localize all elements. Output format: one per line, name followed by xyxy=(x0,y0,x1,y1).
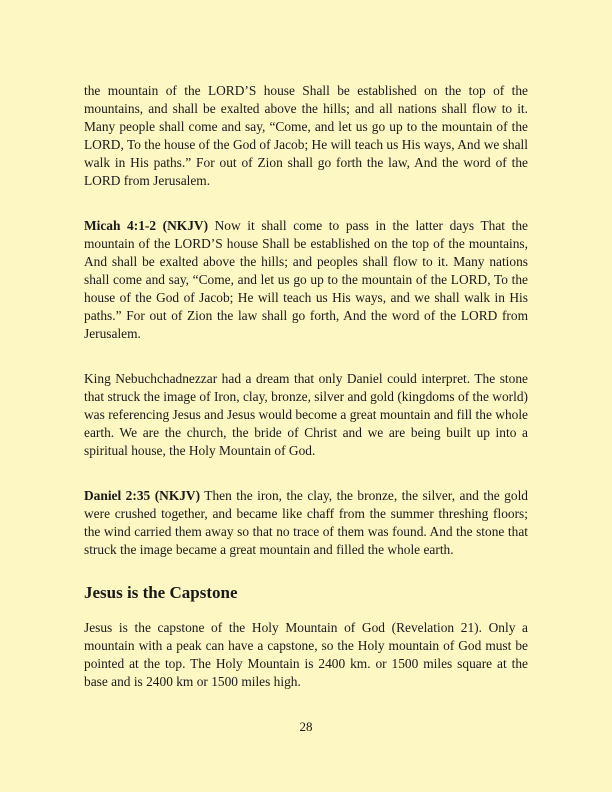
paragraph-capstone xyxy=(84,619,528,691)
section-heading: Jesus is the Capstone xyxy=(84,583,238,602)
page-number: 28 xyxy=(299,719,313,734)
paragraph-daniel-quote xyxy=(84,487,528,559)
paragraph-text: the mountain of the LORD’S house Shall be established on the top of the mountains, and shall be exalted above the hills; and all nations shall flow to it. Many people shall come and say, “Come, and let us go up to the mountain of the LORD, To the house of the God of Jacob; He will teach us His ways, And we shall walk in His paths.” For out of Zion shall go forth the law, And the word of the LORD from Jerusalem. xyxy=(84,83,528,188)
paragraph-text: Then the iron, the clay, the bronze, the silver, and the gold were crushed together, and became like chaff from the summer threshing floors; the wind carried them away so that no trace of them was found. And the stone that struck the image became a great mountain and filled the whole earth. xyxy=(84,488,528,557)
paragraph-text: King Nebuchchadnezzar had a dream that only Daniel could interpret. The stone that struck the image of Iron, clay, bronze, silver and gold (kingdoms of the world) was referencing Jesus and Jesus would become a great mountain and fill the whole earth. We are the church, the bride of Christ and we are being built up into a spiritual house, the Holy Mountain of God. xyxy=(84,371,528,458)
paragraph-text: Jesus is the capstone of the Holy Mountain of God (Revelation 21). Only a mountain with a peak can have a capstone, so the Holy mountain of God must be pointed at the top. The Holy Mountain is 2400 km. or 1500 miles square at the base and is 2400 km or 1500 miles high. xyxy=(84,620,528,689)
paragraph-text: Now it shall come to pass in the latter days That the mountain of the LORD’S house Shall be established on the top of the mountains, And shall be exalted above the hills; and peoples shall flow to it. Many nations shall come and say, “Come, and let us go up to the mountain of the LORD, To the house of the God of Jacob; He will teach us His ways, and we shall walk in His paths.” For out of Zion the law shall go forth, And the word of the LORD from Jerusalem. xyxy=(84,218,528,341)
scripture-reference: Daniel 2:35 (NKJV) xyxy=(84,488,201,503)
paragraph-micah-quote xyxy=(84,217,528,343)
scripture-reference: Micah 4:1-2 (NKJV) xyxy=(84,218,209,233)
paragraph-nebuchadnezzar-dream xyxy=(84,370,528,460)
paragraph-isaiah-quote xyxy=(84,82,528,190)
